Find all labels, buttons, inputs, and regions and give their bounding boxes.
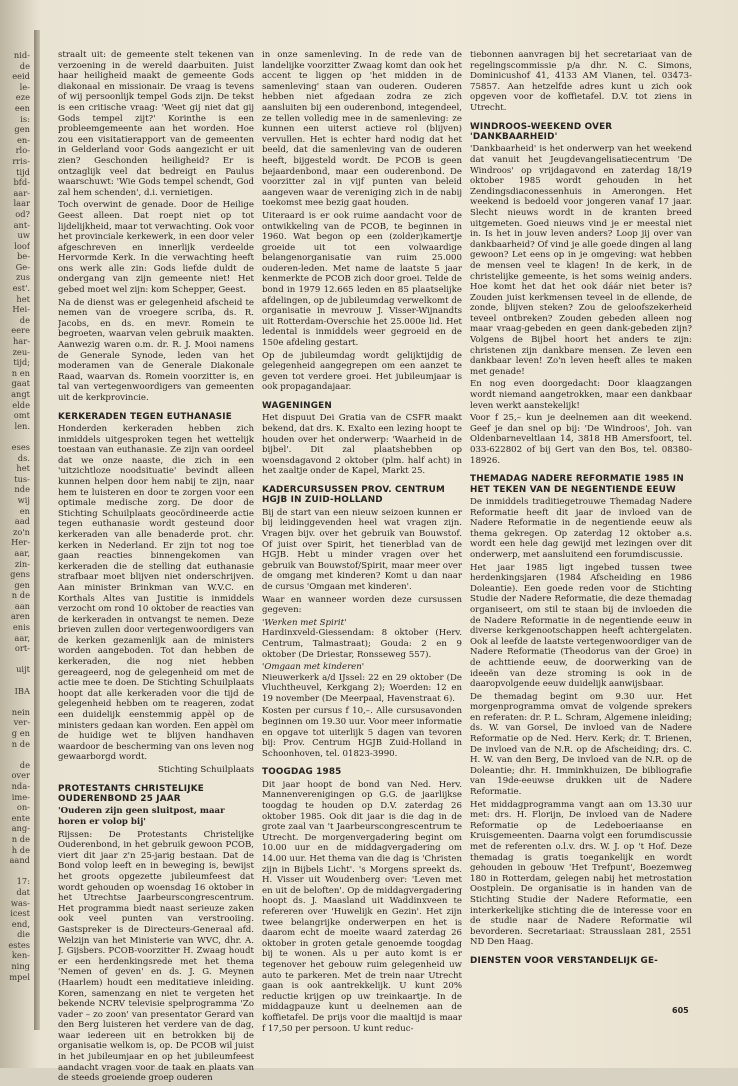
edge-fragment [0, 431, 30, 442]
edge-fragment: IBA [14, 685, 30, 696]
edge-fragment: zin- [14, 558, 30, 569]
edge-fragment: de [19, 314, 30, 325]
heading-toogdag: TOOGDAG 1985 [262, 767, 342, 778]
paragraph: Het jaar 1985 ligt ingebed tussen twee herdenkingsjaren (1984 Afscheiding en 1986 Doleantie). Een goede reden voor de Stichting Studie der Nadere Reformatie, die deze themadag organiseert, om stil te staan bij de invloeden die de Nadere Reformatie in de negentiende eeuw in diverse kerkgenootschappen heeft achtergelaten. Ook al leefde de laatste vertegenwoordiger van de Nadere Reformatie (Theodorus van der Groe) in de achttiende eeuw, de doorwerking van de ideeën van deze stroming is ook in de daaropvolgende eeuw duidelijk aanwijsbaar. [470, 562, 692, 690]
edge-fragment: n de [11, 833, 30, 844]
heading-diensten: DIENSTEN VOOR VERSTANDELIJK GE- [470, 955, 659, 966]
edge-fragment: h de [11, 844, 30, 855]
edge-fragment: dat [16, 886, 30, 897]
edge-fragment: aan [14, 600, 30, 611]
edge-fragment: estes [8, 939, 30, 950]
edge-fragment [0, 696, 30, 707]
edge-fragment: gens [10, 569, 30, 580]
edge-fragment: n en [11, 367, 30, 378]
edge-fragment [0, 749, 30, 760]
paragraph: Bij de start van een nieuw seizoen kunnen er bij leidinggevenden heel wat vragen zijn. Vragen bijv. over het gebruik van Bouwstof. Of juist over Spirit, het tienerblad van de HGJB. Hebt u minder vragen over het gebruik van Bouwstof/Spirit, maar meer over de omgang met kinderen? Komt u dan naar de cursus 'Omgaan met kinderen'. [262, 507, 462, 592]
edge-fragment: was- [10, 897, 30, 908]
paragraph: Waar en wanneer worden deze cursussen gegeven: [262, 594, 462, 616]
edge-fragment: is: [20, 113, 30, 124]
edge-fragment: Her- [11, 537, 30, 548]
edge-fragment: od? [15, 208, 30, 219]
edge-fragment: tijd; [13, 357, 30, 368]
edge-fragment: over [11, 770, 30, 781]
signature: Stichting Schuilplaats [157, 765, 254, 775]
edge-fragment: on- [16, 802, 30, 813]
edge-fragment: Ge- [15, 261, 30, 272]
edge-fragment: en- [16, 134, 30, 145]
subheading-pcob: 'Ouderen zijn geen sluitpost, maar horen er volop bij' [58, 806, 225, 827]
paragraph: Kosten per cursus f 10,–. Alle cursusavonden beginnen om 19.30 uur. Voor meer informatie en opgave tot uiterlijk 5 dagen van tevoren bij: Prov. Centrum HGJB Zuid-Holland in Schoonhoven, tel. 01823-3990. [262, 706, 462, 759]
edge-fragment: ente [11, 812, 30, 823]
edge-fragment: het [16, 293, 30, 304]
edge-fragment: eeid [12, 71, 30, 82]
edge-fragment: gen [14, 124, 30, 135]
edge-fragment: wij [17, 494, 30, 505]
edge-fragment: nid- [13, 50, 30, 60]
edge-fragment: het [16, 463, 30, 474]
column-2 [262, 50, 462, 1036]
heading-pcob: PROTESTANTS CHRISTELIJKE OUDERENBOND 25 JAAR [58, 783, 204, 804]
edge-fragment: eze [15, 92, 30, 103]
course-title: 'Werken met Spirit' [262, 617, 347, 628]
paragraph: Dit jaar hoopt de bond van Ned. Herv. Mannenverenigingen op G.G. de jaarlijkse toogdag te houden op D.V. zaterdag 26 oktober 1985. Ook dit jaar is die dag in de grote zaal van 't Jaarbeurscongrescentrum te Utrecht. De morgenvergadering begint om 10.00 uur en de middagvergadering om 14.00 uur. Het thema van die dag is 'Christen zijn in Bijbels Licht'. 's Morgens spreekt ds. H. Visser uit Woudenberg over: 'Leven met en uit de beloften'. Op de middagvergadering hoopt ds. J. Maasland uit Waddinxveen te refereren over 'Huwelijk en Gezin'. Het zijn twee belangrijke onderwerpen en het is daarom echt de moeite waard zaterdag 26 oktober in groten getale genoemde toogdag bij te wonen. Als u per auto komt is er tegenover het gebouw ruim gelegenheid uw auto te parkeren. Met de trein naar Utrecht gaan is ook aantrekkelijk. U kunt 20% reductie krijgen op uw treinkaartje. In de middagpauze kunt u deelnemen aan de koffietafel. De prijs voor die maaltijd is maar f 17,50 per persoon. U kunt reduc- [262, 779, 462, 1034]
edge-fragment: gaat [11, 378, 30, 389]
paragraph: Na de dienst was er gelegenheid afscheid te nemen van de vroegere scriba, ds. R. Jacobs, en ds. en mevr. Romein te begroeten, waarvan velen gebruik maakten. Aanwezig waren o.m. dr. R. J. Mooi namens de Generale Synode, leden van het moderamen van de Generale Diakonale Raad, waarvan ds. Romein voorzitter is, en tal van vertegenwoordigers van gemeenten uit de kerkprovincie. [58, 297, 254, 403]
edge-fragment: Hei- [12, 304, 30, 315]
edge-fragment: loof [14, 240, 30, 251]
edge-fragment: tus- [14, 473, 30, 484]
edge-fragment: nda- [11, 780, 30, 791]
edge-fragment: zeu- [12, 346, 30, 357]
edge-fragment: ver- [13, 717, 30, 728]
edge-fragment: elde [12, 399, 30, 410]
edge-fragment: aar- [13, 187, 30, 198]
paragraph: Uiteraard is er ook ruime aandacht voor de ontwikkeling van de PCOB, te beginnen in 1960. Wat begon op een (zolder)kamertje groeide uit tot een volwaardige belangenorganisatie van ruim 25.000 ouderen-leden. Met name de laatste 5 jaar kenmerkte de PCOB zich door groei. Telde de bond in 1979 12.665 leden en 85 plaatselijke afdelingen, op de jubileumdag verwelkomt de organisatie in mevrouw J. Visser-Wijnandts uit Rotterdam-Overschie het 25.000e lid. Het ledental is inmiddels weer gegroeid en de 150e afdeling gestart. [262, 210, 462, 349]
column-3 [470, 50, 692, 968]
paragraph: straalt uit: de gemeente stelt tekenen van verzoening in de wereld daarbuiten. Juist haar heiligheid maakt de gemeente Gods diakonaal en missionair. De vraag is tevens of wij persoonlijk tempel Gods zijn. De tekst is een critische vraag: 'Weet gij niet dat gij Gods tempel zijt?' Korinthe is een probleemgemeente aan het worden. Hoe zou een visitatierapport van de gemeenten in Gelderland voor Gods aangezicht er uit zien? Geschonden heiligheid? Er is ontzaglijk veel dat bedreigt en Paulus waarschuwt: 'Wie Gods tempel schendt, God zal hem schenden', d.i. vernietigen. [58, 50, 254, 198]
edge-fragment: de [19, 60, 30, 71]
edge-fragment: est'. [12, 283, 30, 294]
page-number: 605 [672, 1006, 689, 1015]
paragraph: De themadag begint om 9.30 uur. Het morgenprogramma omvat de volgende sprekers en referaten: dr. P. L. Schram, Algemene inleiding; ds. W. van Gorsel, De invloed van de Nadere Reformatie op de Ned. Herv. Kerk; dr. T. Brienen, De invloed van de N.R. op de Afscheiding; drs. C. H. W. van den Berg, De invloed van de N.R. op de Doleantie; dhr. H. Imminkhuizen, De bibliografie van 19de-eeuwse drukken uit de Nadere Reformatie. [470, 691, 692, 798]
edge-fragment: uijt [16, 664, 30, 675]
edge-fragment: aad [14, 516, 30, 527]
edge-fragment: omt [13, 410, 30, 421]
course-title: 'Omgaan met kinderen' [262, 662, 365, 673]
paragraph: in onze samenleving. In de rede van de landelijke voorzitter Zwaag komt dan ook het accent te liggen op 'het midden in de samenleving' staan van ouderen. Ouderen hebben niet afgedaan zodra ze zich aansluiten bij een ouderenbond, integendeel, ze tellen volledig mee in de samenleving: ze kunnen een uiterst actieve rol (blijven) vervullen. Het is echter hard nodig dat het beeld, dat die samenleving van de ouderen heeft, bijgesteld wordt. De PCOB is geen bejaardenbond, maar een ouderenbond. De voorzitter zal in vijf punten van beleid aangeven waar de vereniging zich in de nabij toekomst mee bezig gaat houden. [262, 50, 462, 209]
edge-fragment: en [19, 505, 30, 516]
heading-windroos: WINDROOS-WEEKEND OVER 'DANKBAARHEID' [470, 121, 613, 142]
edge-fragment: eses [11, 441, 30, 452]
edge-fragment: aren [10, 611, 30, 622]
edge-fragment: de [19, 759, 30, 770]
edge-fragment [0, 654, 30, 665]
edge-fragment: rlo- [15, 145, 30, 156]
edge-fragment: aand [9, 855, 30, 866]
edge-fragment: ning [11, 961, 30, 972]
paragraph: Het dispuut Dei Gratia van de CSFR maakt bekend, dat drs. K. Exalto een lezing hoopt te houden over het onderwerp: 'Waarheid in de bijbel'. Dit zal plaatshebben op woensdagavond 2 oktober (plm. half acht) in het zaaltje onder de Kapel, Markt 25. [262, 413, 462, 477]
edge-fragment: aar, [14, 547, 30, 558]
edge-fragment: nein [11, 706, 30, 717]
paragraph: Hardinxveld-Giessendam: 8 oktober (Herv. Centrum, Talmastraat); Gouda: 2 en 9 oktober (De Driestar, Ronsseweg 557). [262, 628, 462, 660]
edge-fragment: gen [14, 579, 30, 590]
edge-fragment: uw [17, 230, 30, 241]
edge-fragment: le- [19, 81, 30, 92]
edge-fragment: angt [11, 389, 30, 399]
paragraph: Rijssen: De Protestants Christelijke Ouderenbond, in het gebruik gewoon PCOB, viert dit jaar z'n 25-jarig bestaan. Dat de Bond volop leeft en in beweging is, bewijst het groots opgezette jubileumfeest dat wordt gehouden op woensdag 16 oktober in het Utrechtse Jaarbeurscongrescentrum. Het programma biedt naast serieuze zaken ook veel punten van verstrooiing. Gastspreker is de Directeurs-Generaal afd. Welzijn van het Ministerie van WVC, dhr. A. J. Gijsbers. PCOB-voorzitter H. Zwaag houdt er een herdenkingsrede met het thema 'Nemen of geven' en ds. J. G. Meynen (Haarlem) houdt een meditatieve inleiding. Koren, samenzang en niet te vergeten het bekende NCRV televisie spelprogramma 'Zo vader – zo zoon' van presentator Gerard van den Berg luisteren het verdere van de dag, waar iedereen uit en betrokken bij de organisatie welkom is, op. De PCOB wil juist in het jubileumjaar en op het jubileumfeest aandacht vragen voor de taak en plaats van de steeds groeiende groep ouderen [58, 829, 254, 1084]
edge-fragment: har- [12, 336, 30, 347]
edge-fragment: mpel [9, 971, 30, 982]
column-1 [58, 50, 254, 1086]
paragraph: Honderden kerkeraden hebben zich inmiddels uitgesproken tegen het wettelijk toestaan van euthanasie. Ze zijn van oordeel dat we onze naaste, die zich in een 'uitzichtloze noodsituatie' bevindt alleen kunnen helpen door hem nabij te zijn, naar hem te luisteren en door te zorgen voor een optimale medische zorg. De door de Stichting Schuilplaats geocördineerde actie tegen euthanasie wordt gesteund door kerkeraden van alle benaderde prot. chr. kerken in Nederland. Er zijn tot nog toe gaan reacties binnengekomen van kerkeraden die de stelling dat euthanasie strafbaar moet blijven niet onderschrijven. Aan minister Brinkman van W.V.C. en Korthals Altes van Justitie is inmiddels verzocht om rond 10 oktober de reacties van de kerkeraden in ontvangst te nemen. Deze brieven zullen door vertegenwoordigers van de kerken gezamenlijk aan de ministers worden aangeboden. Tot dan hebben de kerkeraden, die nog niet hebben gereageerd, nog de gelegenheid om met de actie mee te doen. De Stichting Schuilplaats hoopt dat alle kerkeraden voor die tijd de gelegenheid hebben om te reageren, zodat een duidelijk eenstemmig appèl op de ministers gedaan kan worden. Een appèl om de huidige wet te blijven handhaven waardoor de bescherming van ons leven nog gewaarborgd wordt. [58, 424, 254, 763]
edge-fragment: laar [13, 198, 30, 209]
edge-fragment: rris- [12, 155, 30, 166]
edge-fragment: ant- [13, 219, 30, 230]
edge-fragment: ime- [11, 791, 30, 802]
edge-fragment: zo'n [13, 526, 30, 537]
paragraph: En nog even doorgedacht: Door klaagzangen wordt niemand aangetrokken, maar een dankbaar leven werkt aanstekelijk! [470, 379, 692, 411]
edge-fragment: icest [10, 908, 30, 919]
paragraph: 'Dankbaarheid' is het onderwerp van het weekend dat vanuit het Jeugdevangelisatiecentrum 'De Windroos' op vrijdagavond en zaterdag 18/19 oktober 1985 wordt gehouden in het Zendingsdiaconessenhuis in Amerongen. Het weekend is bedoeld voor jongeren vanaf 17 jaar. Slecht nieuws wordt in de kranten breed uitgemeten. Goed nieuws vind je er meestal niet in. Is het in jouw leven anders? Loop jij over van dankbaarheid? Of vind je alle goede dingen al lang gewoon? Let eens op in je omgeving: wat hebben de mensen veel te klagen! In de kerk, in de christelijke gemeente, is het soms weinig anders. Hoe komt het dat het ook dáár niet beter is? Zouden juist kerkmensen teveel in de ellende, de zonde, blijven steken? Zou de geloofszekerheid teveel ontbreken? Zouden gebeden alleen nog maar vraag-gebeden en geen dank-gebeden zijn? Volgens de Bijbel hoort het anders te zijn: christenen zijn dankbare mensen. Ze leven een dankbaar leven! Zo'n leven heeft alles te maken met genade! [470, 144, 692, 377]
paragraph: Voor f 25,– kun je deelnemen aan dit weekend. Geef je dan snel op bij: 'De Windroos', Joh. van Oldenbarneveltlaan 14, 3818 HB Amersfoort, tel. 033-622802 of bij Gert van den Bos, tel. 08380-18926. [470, 413, 692, 466]
heading-kadercursussen: KADERCURSUSSEN PROV. CENTRUM HGJB IN ZUID-HOLLAND [262, 484, 445, 506]
left-page-edge-column [0, 50, 30, 982]
edge-fragment: g en [11, 728, 30, 738]
edge-fragment: len. [14, 420, 30, 431]
heading-wageningen: WAGENINGEN [262, 401, 332, 411]
edge-fragment: aar, [14, 632, 30, 643]
edge-fragment: zus [16, 272, 30, 283]
edge-fragment: 17: [16, 876, 30, 887]
edge-fragment [0, 866, 30, 877]
edge-fragment: nde [14, 484, 30, 495]
edge-fragment: end, [11, 918, 30, 929]
paragraph: tiebonnen aanvragen bij het secretariaat van de regelingscommissie p/a dhr. N. C. Simons, Dominicushof 41, 4133 AM Vianen, tel. 03473-75857. Aan hetzelfde adres kunt u zich ook opgeven voor de koffietafel. D.V. tot ziens in Utrecht. [470, 50, 692, 113]
edge-fragment: tijd [16, 166, 30, 177]
page-spine [34, 30, 40, 1030]
edge-fragment: enis [12, 622, 30, 633]
edge-fragment: be- [16, 251, 30, 262]
edge-fragment: n de [11, 590, 30, 601]
heading-euthanasie: KERKERADEN TEGEN EUTHANASIE [58, 411, 232, 422]
paragraph: Op de jubileumdag wordt gelijktijdig de gelegenheid aangegrepen om een aanzet te geven tot verdere groei. Het jubileumjaar is ook propagandajaar. [262, 350, 462, 393]
paragraph: Nieuwerkerk a/d IJssel: 22 en 29 oktober (De Vluchtheuvel, Kerkgang 2); Woerden: 12 en 19 november (De Meerpaal, Havenstraat 6). [262, 672, 462, 704]
paragraph: Toch overwint de genade. Door de Heilige Geest alleen. Dat roept niet op tot lijdelijkheid, maar tot verwachting. Ook voor het provinciale kerkewerk, in een door veler afgeschreven en innerlijk verdeelde Hervormde Kerk. In die verwachting heeft ons werk alle zin: Gods liefde duldt de ondergang van zijn gemeente niet! Het gebed moet wel zijn: kom Schepper, Geest. [58, 200, 254, 296]
paragraph: De inmiddels traditiegetrouwe Themadag Nadere Reformatie heeft dit jaar de invloed van de Nadere Reformatie in de negentiende eeuw als thema gekregen. Op zaterdag 12 oktober a.s. wordt een hele dag gewijd met lezingen over dit onderwerp, met aansluitend een forumdiscussie. [470, 497, 692, 560]
edge-fragment: een [14, 102, 30, 113]
edge-fragment: bfd- [13, 177, 30, 188]
edge-fragment: ds. [17, 452, 30, 463]
edge-fragment: ang- [11, 823, 30, 834]
heading-themadag: THEMADAG NADERE REFORMATIE 1985 IN HET TEKEN VAN DE NEGENTIENDE EEUW [470, 474, 684, 495]
edge-fragment: ken- [11, 950, 30, 961]
edge-fragment: eere [11, 325, 30, 336]
edge-fragment: die [17, 929, 30, 940]
paragraph: Het middagprogramma vangt aan om 13.30 uur met: drs. H. Florijn, De invloed van de Nadere Reformatie op de Ledeboeriaanse en Kruisgemeenten. Daarna volgt een forumdiscussie met de referenten o.l.v. drs. W. J. op 't Hof. Deze themadag is gratis toegankelijk en wordt gehouden in gebouw 'Het Trefpunt', Boezemweg 180 in Rotterdam, gelegen nabij het metrostation Oostplein. De organisatie is in handen van de Stichting Studie der Nadere Reformatie, een interkerkelijke stichting die de interesse voor en de studie naar de Nadere Reformatie wil bevorderen. Secretariaat: Strausslaan 281, 2551 ND Den Haag. [470, 799, 692, 948]
edge-fragment: ort- [14, 643, 30, 654]
edge-fragment [0, 675, 30, 686]
edge-fragment: n de [11, 738, 30, 749]
